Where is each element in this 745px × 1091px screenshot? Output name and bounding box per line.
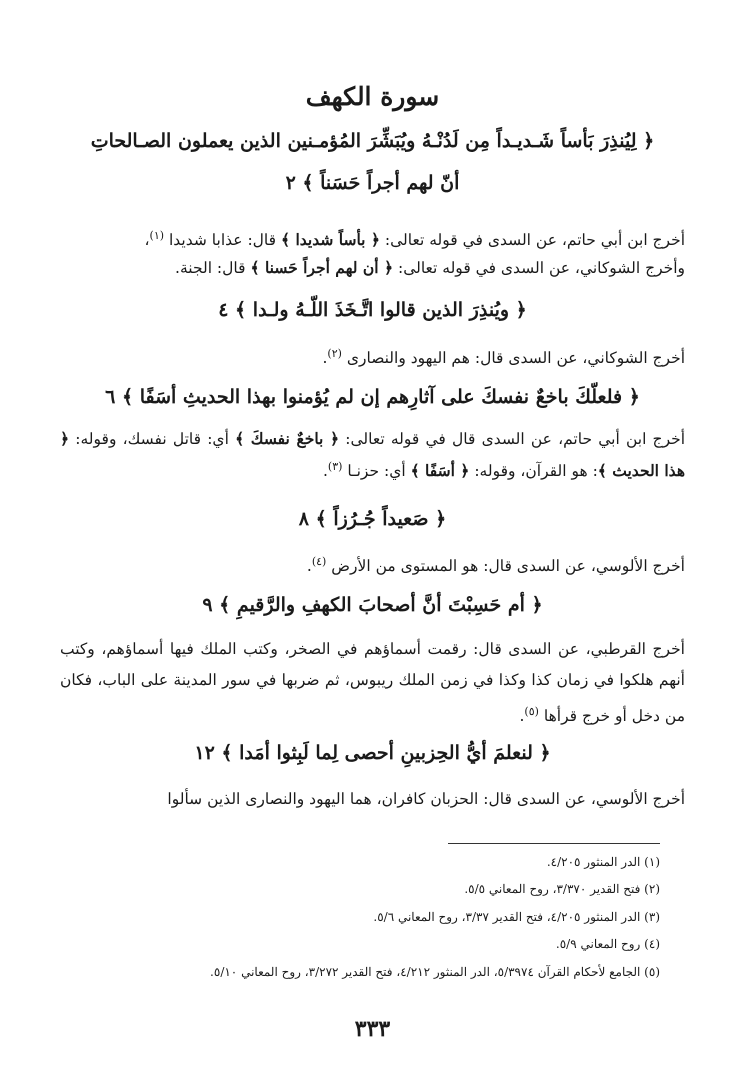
footnote-5: (٥) الجامع لأحكام القرآن ٥/٣٩٧٤، الدر المنثور ٤/٢١٢، فتح القدير ٣/٢٧٢، روح المعاني ٥/١٠. [210,965,660,979]
footnote-ref: (٤) [311,555,327,568]
commentary-verse-2 [60,222,685,282]
surah-title: سورة الكهف [305,82,440,111]
footnote-ref: (١) [149,229,165,242]
footnote-1: (١) الدر المنثور ٤/٢٠٥. [546,855,660,869]
footnote-2: (٢) فتح القدير ٣/٣٧٠، روح المعاني ٥/٥. [464,882,660,896]
quoted-phrase: ﴿ أسَفًا ﴾ [410,461,470,481]
footnote-3: (٣) الدر المنثور ٤/٢٠٥، فتح القدير ٣/٣٧، روح المعاني ٥/٦. [373,910,660,924]
commentary-verse-8: أخرج الألوسي، عن السدى قال: هو المستوى من الأرض $^{(٤)}$. [306,555,685,576]
footnote-4: (٤) روح المعاني ٥/٩. [555,937,660,951]
commentary-verse-6: أخرج ابن أبي حاتم، عن السدى قال في قوله تعالى: ﴿ باخعٌ نفسكَ ﴾ أي: قاتل نفسك، وقوله: ﴿ هذا الحديث ﴾: هو القرآن، وقوله: ﴿ أسَفًا ﴾ أي: حزنـا $^{(٣)}$. [60,429,686,481]
quoted-phrase: ﴿ أن لهم أجراً حَسنا ﴾ [250,258,394,278]
commentary-line: وأخرج الشوكاني، عن السدى في قوله تعالى: ﴿ أن لهم أجراً حَسنا ﴾ قال: الجنة. [175,258,685,278]
verse-4: ﴿ ويُنذِرَ الذين قالوا اتَّـخَذَ اللّـهُ ولـدا ﴾ ٤ [218,299,527,321]
footnote-ref: (٥) [524,705,539,718]
verse-9: ﴿ أم حَسِبْتَ أنَّ أصحابَ الكهفِ والرَّقيمِ ﴾ ٩ [202,594,543,616]
footnote-ref: (٣) [327,460,343,473]
footnote-ref: (٢) [327,347,342,360]
verse-6: ﴿ فلعلّكَ باخعٌ نفسكَ على آثارِهم إن لم يُؤمنوا بهذا الحديثِ أسَفًا ﴾ ٦ [105,386,640,408]
verse-2-line-2: أنّ لهم أجراً حَسَناً ﴾ ٢ [285,172,460,194]
quoted-phrase: ﴿ بأساً شديدا ﴾ [281,230,380,250]
quoted-phrase: ﴿ باخعٌ نفسكَ ﴾ [235,429,340,448]
verse-12: ﴿ لنعلمَ أيُّ الحِزبينِ أحصى لِما لَبِثوا أمَدا ﴾ ١٢ [194,742,551,764]
page-number: ٣٣٣ [354,1016,391,1042]
verse-8: ﴿ صَعيداً جُـرُزاً ﴾ ٨ [298,508,447,530]
commentary-verse-12: أخرج الألوسي، عن السدى قال: الحزبان كافران، هما اليهود والنصارى الذين سألوا [167,790,685,808]
verse-2-line-1: ﴿ لِيُنذِرَ بَأساً شَـديـداً مِن لَدُنْـهُ ويُبَشِّرَ المُؤمـنين الذين يعملون الصـالحاتِ [90,130,655,152]
commentary-verse-9: أخرج القرطبي، عن السدى قال: رقمت أسماؤهم في الصخر، وكتب الملك فيها أسماؤهم، وكتب أنهم هلكوا في زمان كذا وكذا في زمن الملك ريبوس، ثم ضربها في سور المدينة على الباب، فكان من دخل أو خرج قرأها $^{(٥)}$. [60,640,685,726]
commentary-line: أخرج ابن أبي حاتم، عن السدى في قوله تعالى: ﴿ بأساً شديدا ﴾ قال: عذابا شديدا $^{(١)}$، [144,229,685,250]
commentary-verse-4: أخرج الشوكاني، عن السدى قال: هم اليهود والنصارى $^{(٢)}$. [322,347,685,368]
footnote-divider [448,843,660,844]
quoted-phrase: ﴿ هذا الحديث ﴾ [60,429,685,481]
